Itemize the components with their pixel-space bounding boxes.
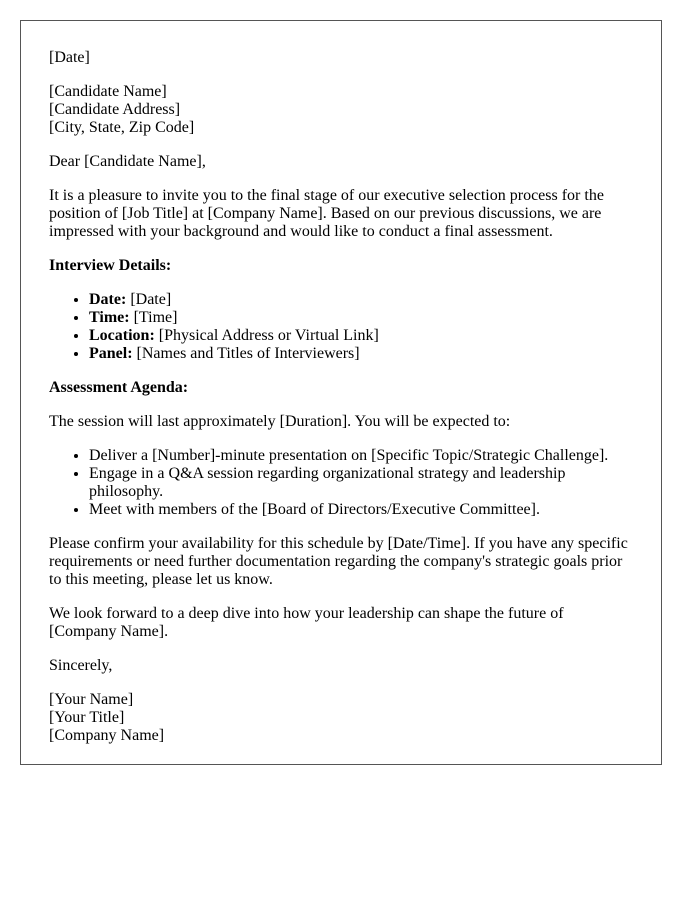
agenda-list [49,447,633,519]
agenda-item: • Meet with members of the [Board of Directors/Executive Committee]. [89,501,633,519]
confirm-paragraph: Please confirm your availability for this schedule by [Date/Time]. If you have any specific requirements or need further documentation regarding the company's strategic goals prior to this meeting, please let us know. [49,535,628,588]
closing-paragraph: We look forward to a deep dive into how your leadership can shape the future of [Company Name]. [49,605,564,640]
detail-value: [Physical Address or Virtual Link] [154,327,379,344]
agenda-item: • Deliver a [Number]-minute presentation on [Specific Topic/Strategic Challenge]. [89,447,633,465]
signoff: Sincerely, [49,657,113,674]
details-list [49,291,633,363]
agenda-heading [49,379,633,397]
recipient-address: [Candidate Address] [49,101,181,118]
letter-date: [Date] [49,49,90,66]
sender-name: [Your Name] [49,691,134,708]
detail-value: [Date] [126,291,172,308]
recipient-block [49,83,633,137]
letter [20,20,662,765]
agenda-item: • Engage in a Q&A session regarding organizational strategy and leadership philosophy. [89,465,633,501]
detail-label: Panel: [89,345,133,362]
detail-label: Time: [89,309,130,326]
detail-item [89,345,633,363]
recipient-city: [City, State, Zip Code] [49,119,195,136]
detail-label: Date: [89,291,127,308]
detail-item [89,327,633,345]
agenda-intro: The session will last approximately [Duration]. You will be expected to: [49,413,511,430]
detail-value: [Time] [129,309,178,326]
detail-label: Location: [89,327,155,344]
details-heading [49,257,633,275]
detail-item [89,309,633,327]
recipient-name: [Candidate Name] [49,83,167,100]
details-heading-text: Interview Details: [49,257,172,274]
sender-company: [Company Name] [49,727,165,744]
intro-paragraph: It is a pleasure to invite you to the final stage of our executive selection process for the position of [Job Title] at [Company Name]. Based on our previous discussions, we are impressed with your background and would like to conduct a final assessment. [49,187,604,240]
agenda-heading-text: Assessment Agenda: [49,379,189,396]
sender-title: [Your Title] [49,709,125,726]
detail-value: [Names and Titles of Interviewers] [132,345,360,362]
signature-block [49,691,633,745]
detail-item [89,291,633,309]
salutation: Dear [Candidate Name], [49,153,206,170]
